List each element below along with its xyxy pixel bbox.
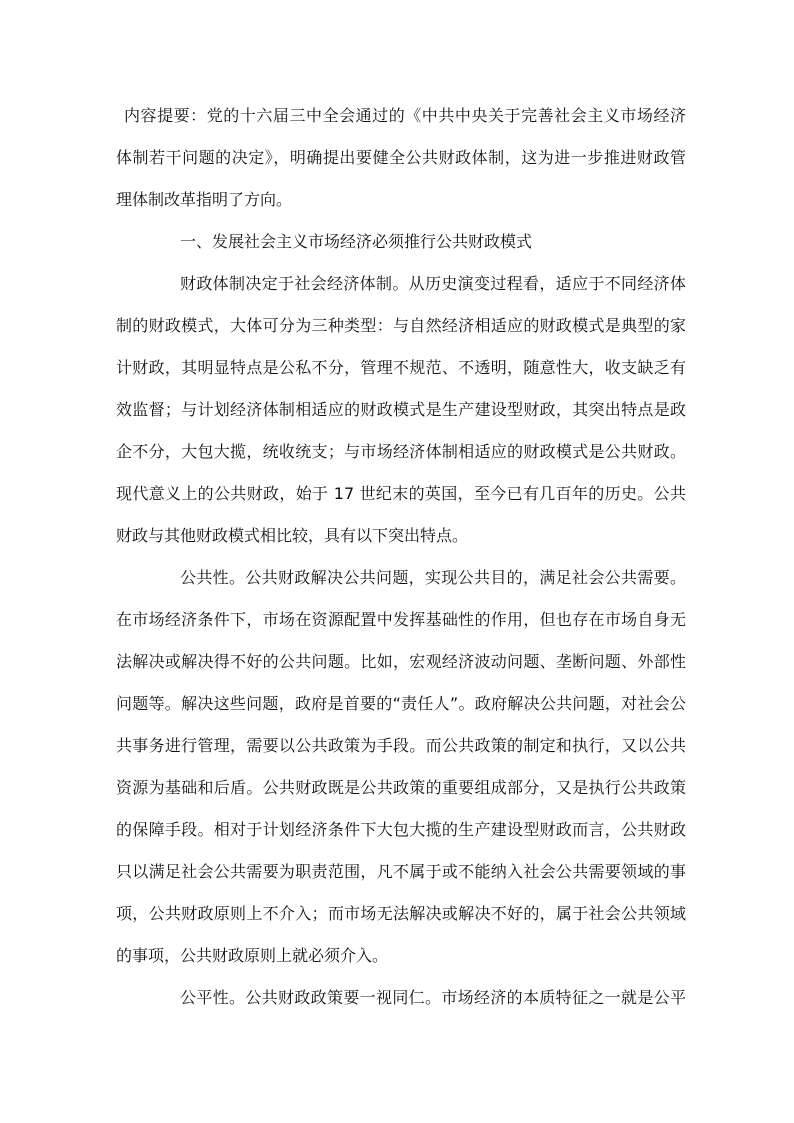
paragraph-1-line-5: 企不分，大包大揽，统收统支；与市场经济体制相适应的财政模式是公共财政。 xyxy=(116,442,686,461)
paragraph-2-line-6: 资源为基础和后盾。公共财政既是公共政策的重要组成部分，又是执行公共政策 xyxy=(116,778,686,797)
paragraph-1-line-7: 财政与其他财政模式相比较，具有以下突出特点。 xyxy=(116,526,469,545)
paragraph-2-line-1: 公共性。公共财政解决公共问题，实现公共目的，满足社会公共需要。 xyxy=(180,568,686,587)
paragraph-1-line-1: 财政体制决定于社会经济体制。从历史演变过程看，适应于不同经济体 xyxy=(180,274,686,293)
paragraph-2-line-8: 只以满足社会公共需要为职责范围，凡不属于或不能纳入社会公共需要领域的事 xyxy=(116,862,686,881)
paragraph-2-line-4: 问题等。解决这些问题，政府是首要的“责任人”。政府解决公共问题，对社会公 xyxy=(116,694,686,713)
paragraph-2-line-3: 法解决或解决得不好的公共问题。比如，宏观经济波动问题、垄断问题、外部性 xyxy=(116,652,686,671)
paragraph-1-line-6: 现代意义上的公共财政，始于 17 世纪末的英国，至今已有几百年的历史。公共 xyxy=(116,484,686,503)
paragraph-1-line-2: 制的财政模式，大体可分为三种类型：与自然经济相适应的财政模式是典型的家 xyxy=(116,316,686,335)
abstract-line-1: 内容提要：党的十六届三中全会通过的《中共中央关于完善社会主义市场经济 xyxy=(124,106,686,125)
abstract-line-3: 理体制改革指明了方向。 xyxy=(116,190,293,209)
paragraph-2-line-5: 共事务进行管理，需要以公共政策为手段。而公共政策的制定和执行，又以公共 xyxy=(116,736,686,755)
abstract-line-2: 体制若干问题的决定》，明确提出要健全公共财政体制，这为进一步推进财政管 xyxy=(116,148,686,167)
paragraph-2-line-7: 的保障手段。相对于计划经济条件下大包大揽的生产建设型财政而言，公共财政 xyxy=(116,820,686,839)
paragraph-1-line-4: 效监督；与计划经济体制相适应的财政模式是生产建设型财政，其突出特点是政 xyxy=(116,400,686,419)
section-heading: 一、发展社会主义市场经济必须推行公共财政模式 xyxy=(180,232,533,251)
paragraph-2-line-2: 在市场经济条件下，市场在资源配置中发挥基础性的作用，但也存在市场自身无 xyxy=(116,610,686,629)
paragraph-3-line-1: 公平性。公共财政政策要一视同仁。市场经济的本质特征之一就是公平 xyxy=(180,988,686,1007)
paragraph-2-line-10: 的事项，公共财政原则上就必须介入。 xyxy=(116,946,389,965)
paragraph-1-line-3: 计财政，其明显特点是公私不分，管理不规范、不透明，随意性大，收支缺乏有 xyxy=(116,358,686,377)
paragraph-2-line-9: 项，公共财政原则上不介入；而市场无法解决或解决不好的，属于社会公共领域 xyxy=(116,904,686,923)
